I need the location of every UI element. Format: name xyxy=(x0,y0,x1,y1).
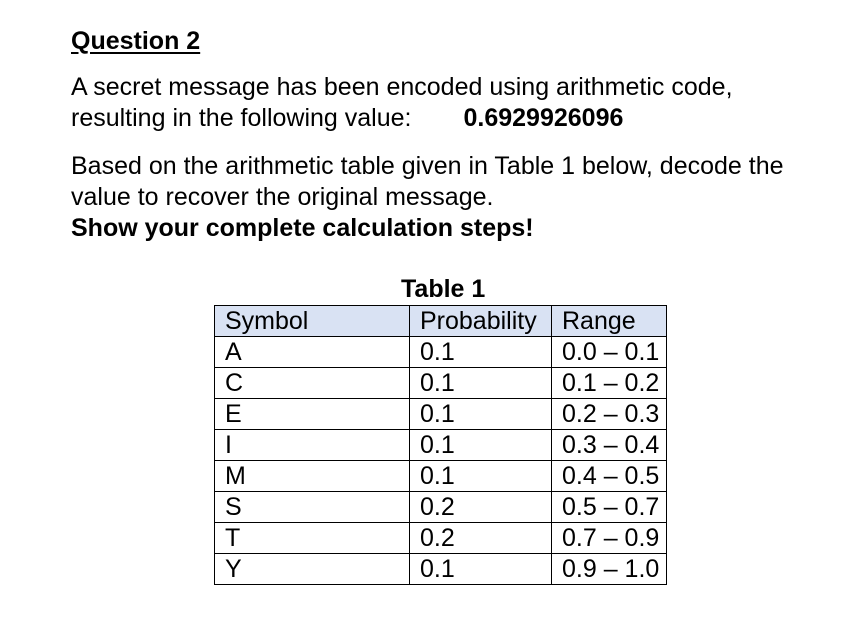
cell-probability: 0.1 xyxy=(410,337,552,368)
cell-symbol: M xyxy=(215,461,410,492)
question-task xyxy=(71,151,784,244)
cell-symbol: C xyxy=(215,368,410,399)
cell-symbol: I xyxy=(215,430,410,461)
intro-line-2 xyxy=(71,103,733,134)
cell-probability: 0.2 xyxy=(410,492,552,523)
cell-probability: 0.1 xyxy=(410,430,552,461)
intro-line-1: A secret message has been encoded using arithmetic code, xyxy=(71,73,733,101)
task-line-1: Based on the arithmetic table given in Table 1 below, decode the xyxy=(71,152,784,180)
cell-range: 0.2 – 0.3 xyxy=(552,399,667,430)
cell-probability: 0.1 xyxy=(410,368,552,399)
cell-range: 0.9 – 1.0 xyxy=(552,554,667,585)
table-row xyxy=(215,523,667,554)
question-heading: Question 2 xyxy=(71,27,201,55)
table-header-row xyxy=(215,306,667,337)
table-row xyxy=(215,368,667,399)
cell-symbol: Y xyxy=(215,554,410,585)
table-row xyxy=(215,554,667,585)
cell-range: 0.0 – 0.1 xyxy=(552,337,667,368)
header-probability: Probability xyxy=(410,306,552,337)
instruction-line: Show your complete calculation steps! xyxy=(71,214,534,242)
arithmetic-table xyxy=(214,305,667,585)
table-row xyxy=(215,337,667,368)
cell-symbol: T xyxy=(215,523,410,554)
table-row xyxy=(215,430,667,461)
cell-range: 0.5 – 0.7 xyxy=(552,492,667,523)
encoded-value: 0.6929926096 xyxy=(463,104,624,132)
cell-range: 0.3 – 0.4 xyxy=(552,430,667,461)
cell-probability: 0.1 xyxy=(410,554,552,585)
cell-probability: 0.1 xyxy=(410,461,552,492)
cell-probability: 0.2 xyxy=(410,523,552,554)
cell-probability: 0.1 xyxy=(410,399,552,430)
header-range: Range xyxy=(552,306,667,337)
table-caption: Table 1 xyxy=(401,275,486,303)
question-intro xyxy=(71,72,733,134)
cell-symbol: S xyxy=(215,492,410,523)
table-row xyxy=(215,461,667,492)
table-row xyxy=(215,492,667,523)
cell-range: 0.1 – 0.2 xyxy=(552,368,667,399)
cell-symbol: A xyxy=(215,337,410,368)
task-line-2: value to recover the original message. xyxy=(71,183,494,211)
header-symbol: Symbol xyxy=(215,306,410,337)
intro-line-2-text: resulting in the following value: xyxy=(71,104,412,132)
table-row xyxy=(215,399,667,430)
cell-range: 0.4 – 0.5 xyxy=(552,461,667,492)
cell-symbol: E xyxy=(215,399,410,430)
cell-range: 0.7 – 0.9 xyxy=(552,523,667,554)
